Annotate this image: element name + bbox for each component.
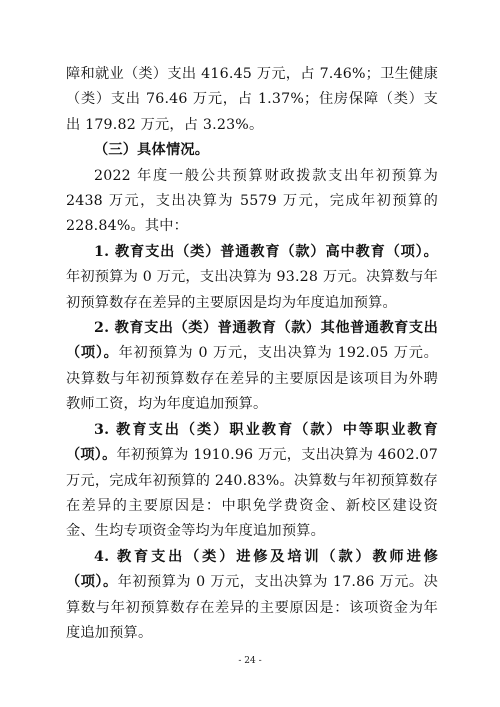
text-run: 年初预算为 0 万元，支出决算为 17.86 万元。决算数与年初预算数存在差异的主要原因是：该项资金为年度追加预算。 [66,574,438,641]
item-high-school-education [66,240,438,316]
text-run: 年初预算为 0 万元，支出决算为 93.28 万元。决算数与年初预算数存在差异的主要原因是均为年度追加预算。 [66,269,438,311]
item-heading: 3. 教育支出（类）职业教育（款）中等职业教育（项）。 [66,421,438,464]
page-number: - 24 - [238,656,262,666]
paragraph-budget-summary [66,164,438,240]
item-heading: 4. 教育支出（类）进修及培训（款）教师进修（项）。 [66,548,438,591]
text-run: 障和就业（类）支出 416.45 万元，占 7.46%；卫生健康（类）支出 76.46 万元，占 1.37%；住房保障（类）支出 179.82 万元，占 3.23%。 [66,66,438,133]
body-text [66,62,438,646]
item-teacher-training [66,545,438,647]
paragraph-expenditure-shares [66,62,438,138]
text-run: 年初预算为 1910.96 万元，支出决算为 4602.07 万元，完成年初预算的 240.83%。决算数与年初预算数存在差异的主要原因是：中职免学费资金、新校区建设资金、生均专项资金等均为年度追加预算。 [66,447,438,540]
text-run: （三）具体情况。 [94,142,210,159]
item-heading: 1. 教育支出（类）普通教育（款）高中教育（项）。 [94,243,438,260]
text-run: 年初预算为 0 万元，支出决算为 192.05 万元。决算数与年初预算数存在差异的主要原因是该项目为外聘教师工资，均为年度追加预算。 [66,345,439,413]
item-other-general-education [66,316,438,418]
item-heading: 2. 教育支出（类）普通教育（款）其他普通教育支出（项）。 [66,320,438,362]
item-secondary-vocational-education [66,418,438,545]
section-heading-specifics [66,138,438,163]
text-run: 2022 年度一般公共预算财政拨款支出年初预算为 2438 万元，支出决算为 5579 万元，完成年初预算的 228.84%。其中： [66,167,438,235]
